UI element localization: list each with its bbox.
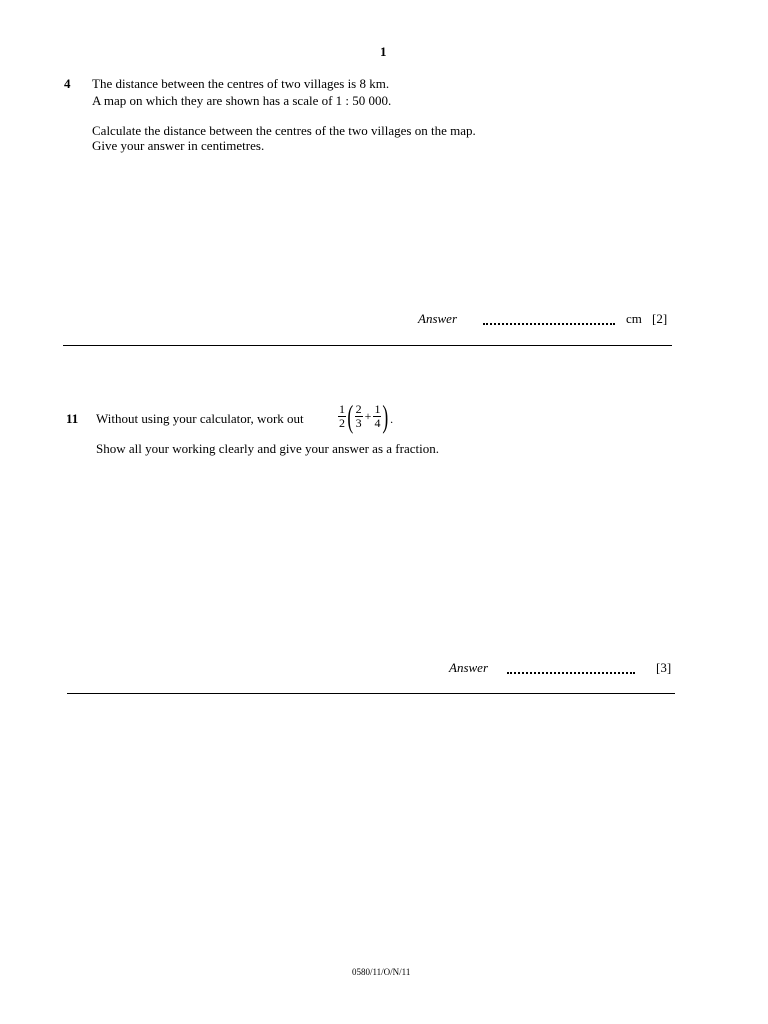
fraction-one-quarter: $\frac{1}{4}$ <box>374 401 381 430</box>
question-11-line-2: Show all your working clearly and give your answer as a fraction. <box>96 441 439 456</box>
question-4-line-4: Give your answer in centimetres. <box>92 138 265 153</box>
question-4-number: 4 <box>64 76 71 91</box>
fraction-one-half: $\frac{1}{2}$ <box>339 401 345 430</box>
question-11-answer-label: Answer <box>449 660 488 675</box>
plus-sign: + <box>364 408 372 423</box>
question-11-line-1: Without using your calculator, work out <box>96 411 304 426</box>
question-4-marks: [2] <box>652 311 668 326</box>
question-4-unit: cm <box>626 311 642 326</box>
expression-end: . <box>390 411 394 426</box>
question-4-divider <box>63 345 672 346</box>
question-11-number: 11 <box>66 411 79 426</box>
page-footer: 0580/11/O/N/11 <box>352 967 411 977</box>
question-11-expression <box>338 400 393 432</box>
question-4-answer-label: Answer <box>418 311 457 326</box>
right-parenthesis: ) <box>382 398 389 434</box>
question-4-answer-line[interactable] <box>483 323 615 325</box>
page-number: 1 <box>380 44 387 59</box>
question-11-marks: [3] <box>656 660 672 675</box>
left-parenthesis: ( <box>347 398 354 434</box>
question-4-line-2: A map on which they are shown has a scale of 1 : 50 000. <box>92 93 392 108</box>
question-4-line-3: Calculate the distance between the centres of the two villages on the map. <box>92 123 476 138</box>
question-11-divider <box>67 693 675 694</box>
question-11-answer-line[interactable] <box>507 672 635 674</box>
fraction-two-thirds: $\frac{2}{3}$ <box>355 401 362 430</box>
question-4-line-1: The distance between the centres of two villages is 8 km. <box>92 76 390 91</box>
